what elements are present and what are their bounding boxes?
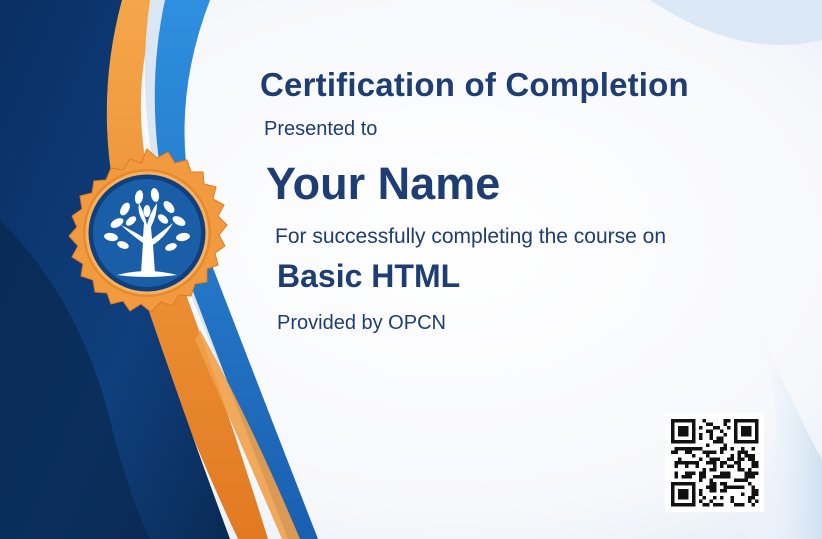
certificate-title: Certification of Completion [260,66,689,103]
award-seal [62,148,232,318]
provider-text: Provided by OPCN [277,312,446,334]
completion-reason: For successfully completing the course on [275,225,667,248]
course-name: Basic HTML [277,258,461,294]
qr-code-graphic [665,413,764,512]
recipient-name: Your Name [266,158,501,209]
qr-code-icon [665,413,764,512]
presented-label: Presented to [264,118,378,140]
